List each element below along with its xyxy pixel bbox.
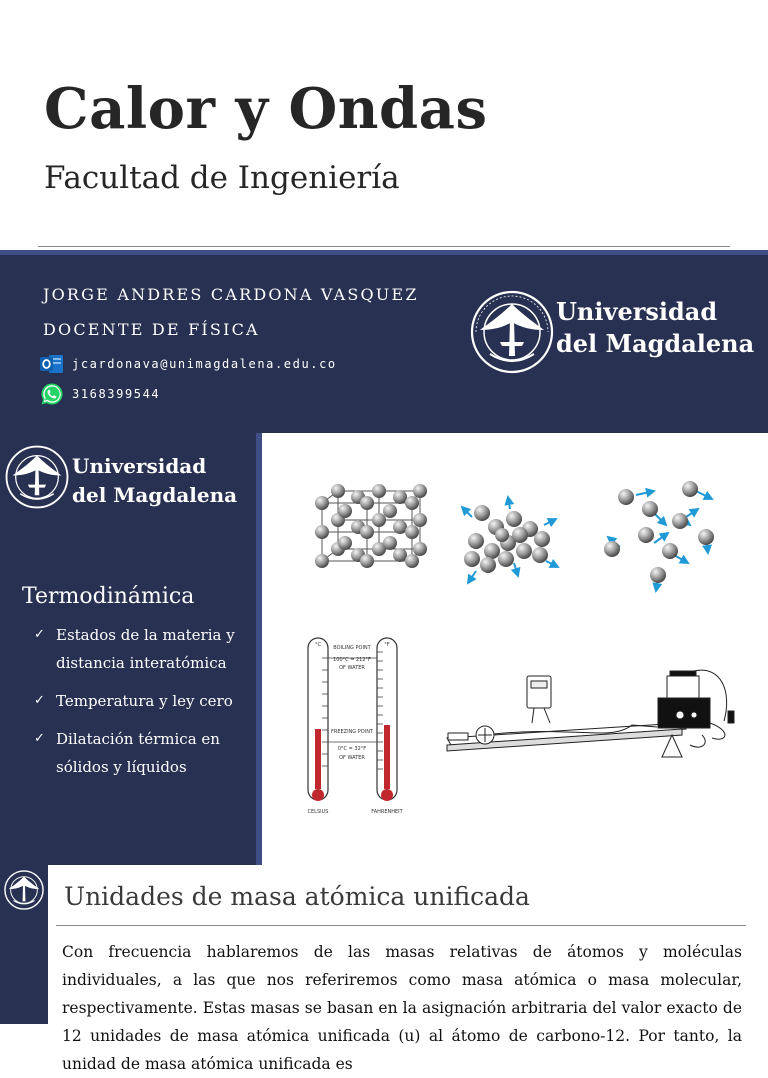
section-divider xyxy=(56,925,746,926)
bullet-text: Estados de la materia y distancia interatómica xyxy=(56,626,235,672)
author-role: DOCENTE DE FÍSICA xyxy=(43,320,260,339)
course-title: Calor y Ondas xyxy=(44,76,488,142)
university-name-line2: del Magdalena xyxy=(72,483,238,507)
freezing-label-3: OF WATER xyxy=(339,755,365,761)
celsius-unit: °C xyxy=(315,642,321,648)
bullet-text: Dilatación térmica en sólidos y líquidos xyxy=(56,730,220,776)
topic-title: Termodinámica xyxy=(22,584,195,609)
outlook-icon xyxy=(40,353,64,375)
states-of-matter-figure xyxy=(262,433,768,865)
title-divider xyxy=(38,246,730,247)
fahrenheit-unit: °F xyxy=(384,642,390,648)
list-item xyxy=(34,621,256,677)
whatsapp-icon xyxy=(40,382,64,406)
fahrenheit-label: FAHRENHEIT xyxy=(371,809,403,815)
section-title: Unidades de masa atómica unificada xyxy=(64,882,530,911)
boiling-label-2: 100°C = 212°F xyxy=(333,657,371,663)
gas-molecules-icon xyxy=(604,481,714,591)
freezing-label-2: 0°C = 32°F xyxy=(337,746,367,752)
checkmark-icon: ✓ xyxy=(34,627,45,642)
band-accent-line xyxy=(0,250,768,255)
section-body-paragraph: Con frecuencia hablaremos de las masas relativas de átomos y moléculas individuales, a las que nos referiremos como masa atómica o masa molecular, respectivamente. Estas masas se basan en la asignación arbitraria del valor exacto de 12 unidades de masa atómica unificada (u) al átomo de carbono-12. Por tanto, la unidad de masa atómica unificada es xyxy=(62,943,742,1073)
checkmark-icon: ✓ xyxy=(34,731,45,746)
solid-lattice-icon xyxy=(315,484,427,568)
university-name-line2: del Magdalena xyxy=(556,329,755,358)
university-name xyxy=(556,296,754,360)
faculty-subtitle: Facultad de Ingeniería xyxy=(44,160,400,196)
liquid-molecules-icon xyxy=(462,497,558,583)
university-name-line1: Universidad xyxy=(556,297,718,326)
university-seal-icon xyxy=(470,290,554,374)
boiling-label-1: BOILING POINT xyxy=(333,645,371,651)
celsius-label: CELSIUS xyxy=(307,809,329,815)
university-name-line1: Universidad xyxy=(72,454,207,478)
figure-area xyxy=(262,433,768,865)
bullet-text: Temperatura y ley cero xyxy=(56,692,233,710)
thermometer-diagram xyxy=(308,638,404,815)
checkmark-icon: ✓ xyxy=(34,693,45,708)
university-seal-icon xyxy=(4,870,44,910)
list-item xyxy=(34,687,256,715)
thermal-expansion-apparatus-icon xyxy=(447,670,734,757)
email-row xyxy=(40,353,337,375)
topic-bullet-list xyxy=(34,621,256,791)
author-name: JORGE ANDRES CARDONA VASQUEZ xyxy=(43,285,419,304)
phone-number[interactable]: 3168399544 xyxy=(72,387,161,401)
freezing-label-1: FREEZING POINT xyxy=(331,729,373,735)
boiling-label-3: OF WATER xyxy=(339,665,365,671)
university-seal-icon xyxy=(5,445,69,509)
phone-row xyxy=(40,382,160,406)
university-name xyxy=(72,452,237,510)
email-address[interactable]: jcardonava@unimagdalena.edu.co xyxy=(72,357,337,371)
title-slide xyxy=(0,0,768,250)
list-item xyxy=(34,725,256,781)
